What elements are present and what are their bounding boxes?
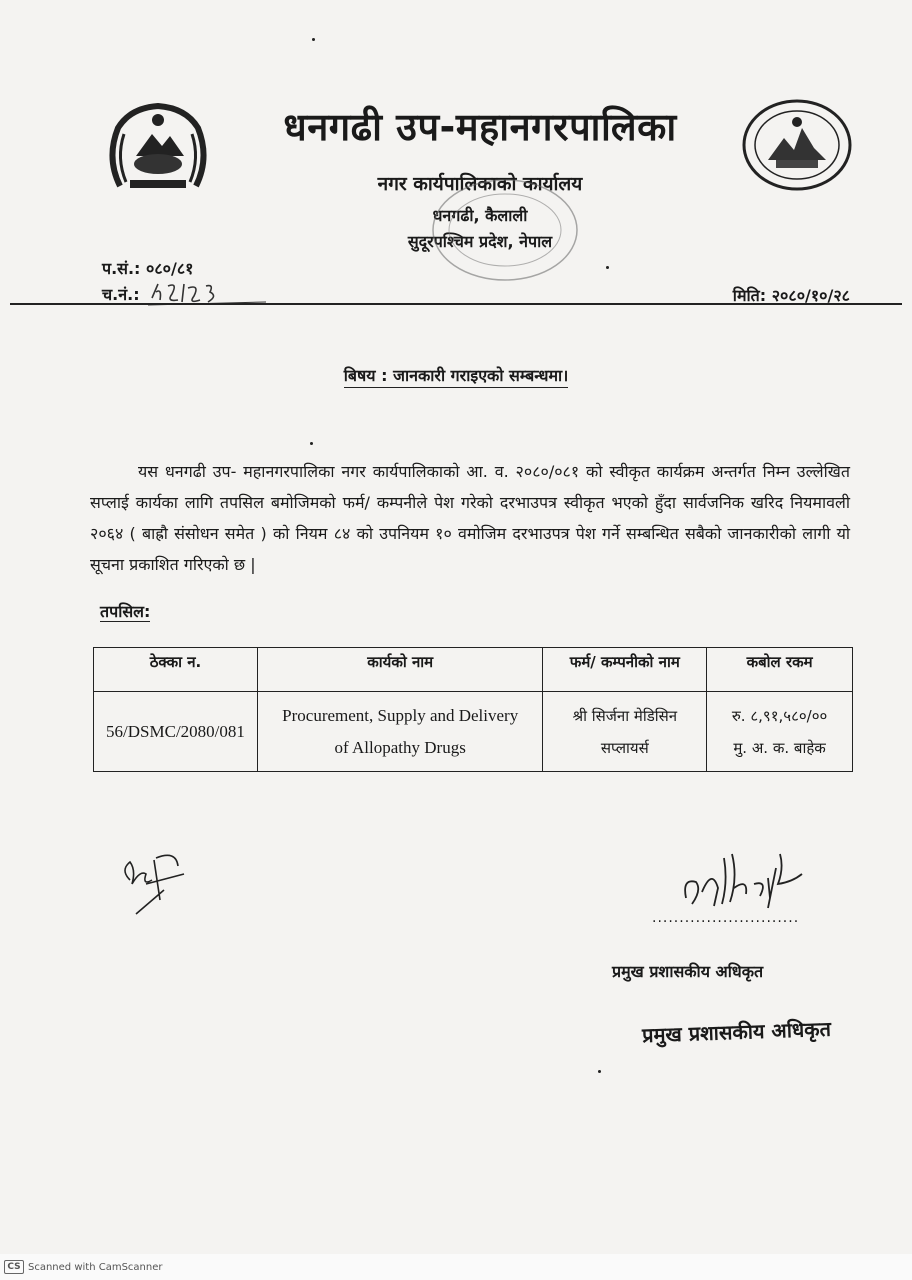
table-row bbox=[94, 692, 853, 772]
initials-signature bbox=[116, 840, 196, 920]
signature-line: ........................... bbox=[652, 910, 800, 926]
nepal-emblem-icon bbox=[100, 98, 216, 194]
scan-speck bbox=[598, 1070, 601, 1073]
scanner-watermark: Scanned with CamScanner bbox=[28, 1261, 163, 1273]
subject-text: बिषय : जानकारी गराइएको सम्बन्धमा। bbox=[344, 366, 569, 388]
col-contract-no: ठेक्का न. bbox=[94, 648, 258, 692]
officer-title: प्रमुख प्रशासकीय अधिकृत bbox=[612, 962, 764, 981]
municipality-logo-icon bbox=[740, 98, 854, 192]
address-line-2: सुदूरपश्चिम प्रदेश, नेपाल bbox=[407, 232, 553, 251]
org-title: धनगढी उप-महानगरपालिका bbox=[283, 105, 677, 149]
header-divider bbox=[10, 303, 902, 305]
cell-firm-name: श्री सिर्जना मेडिसिन सप्लायर्स bbox=[543, 692, 707, 772]
camscanner-icon: CS bbox=[4, 1260, 24, 1274]
cell-work-name: Procurement, Supply and Delivery of Allopathy Drugs bbox=[257, 692, 543, 772]
details-heading: तपसिल: bbox=[100, 602, 151, 621]
notice-body: यस धनगढी उप- महानगरपालिका नगर कार्यपालिकाको आ. व. २०८०/०८१ को स्वीकृत कार्यक्रम अन्तर्गत निम्न उल्लेखित सप्लाई कार्यका लागि तपसिल बमोजिमको फर्म/ कम्पनीले पेश गरेको दरभाउपत्र स्वीकृत भएको हुँदा सार्वजनिक खरिद नियमावली २०६४ ( बाह्रौ संसोधन समेत ) को नियम ८४ को उपनियम १० वमोजिम दरभाउपत्र पेश गर्ने सम्बन्धित सबैको जानकारीको लागी यो सूचना प्रकाशित गरिएको छ | bbox=[90, 462, 850, 574]
office-name: नगर कार्यपालिकाको कार्यालय bbox=[377, 173, 583, 195]
subject-line bbox=[0, 364, 912, 386]
col-work-name: कार्यको नाम bbox=[257, 648, 543, 692]
cell-contract-no: 56/DSMC/2080/081 bbox=[94, 692, 258, 772]
col-bid-amount: कबोल रकम bbox=[707, 648, 853, 692]
scan-speck bbox=[312, 38, 315, 41]
office-seal-stamp bbox=[420, 170, 590, 290]
letter-date: मिति: २०८०/१०/२८ bbox=[732, 286, 850, 305]
officer-title-stamp: प्रमुख प्रशासकीय अधिकृत bbox=[641, 1016, 832, 1048]
ref-number: प.सं.: ०८०/८१ bbox=[102, 259, 194, 278]
scan-speck bbox=[310, 442, 313, 445]
dispatch-number-label: च.नं.: bbox=[102, 285, 140, 304]
table-header-row bbox=[94, 648, 853, 692]
address-line-1: धनगढी, कैलाली bbox=[432, 206, 528, 225]
scanner-footer bbox=[0, 1254, 912, 1280]
col-firm-name: फर्म/ कम्पनीको नाम bbox=[543, 648, 707, 692]
contract-table bbox=[93, 647, 853, 772]
scan-speck bbox=[606, 266, 609, 269]
cell-bid-amount: रु. ८,९१,५८०/०० मु. अ. क. बाहेक bbox=[707, 692, 853, 772]
